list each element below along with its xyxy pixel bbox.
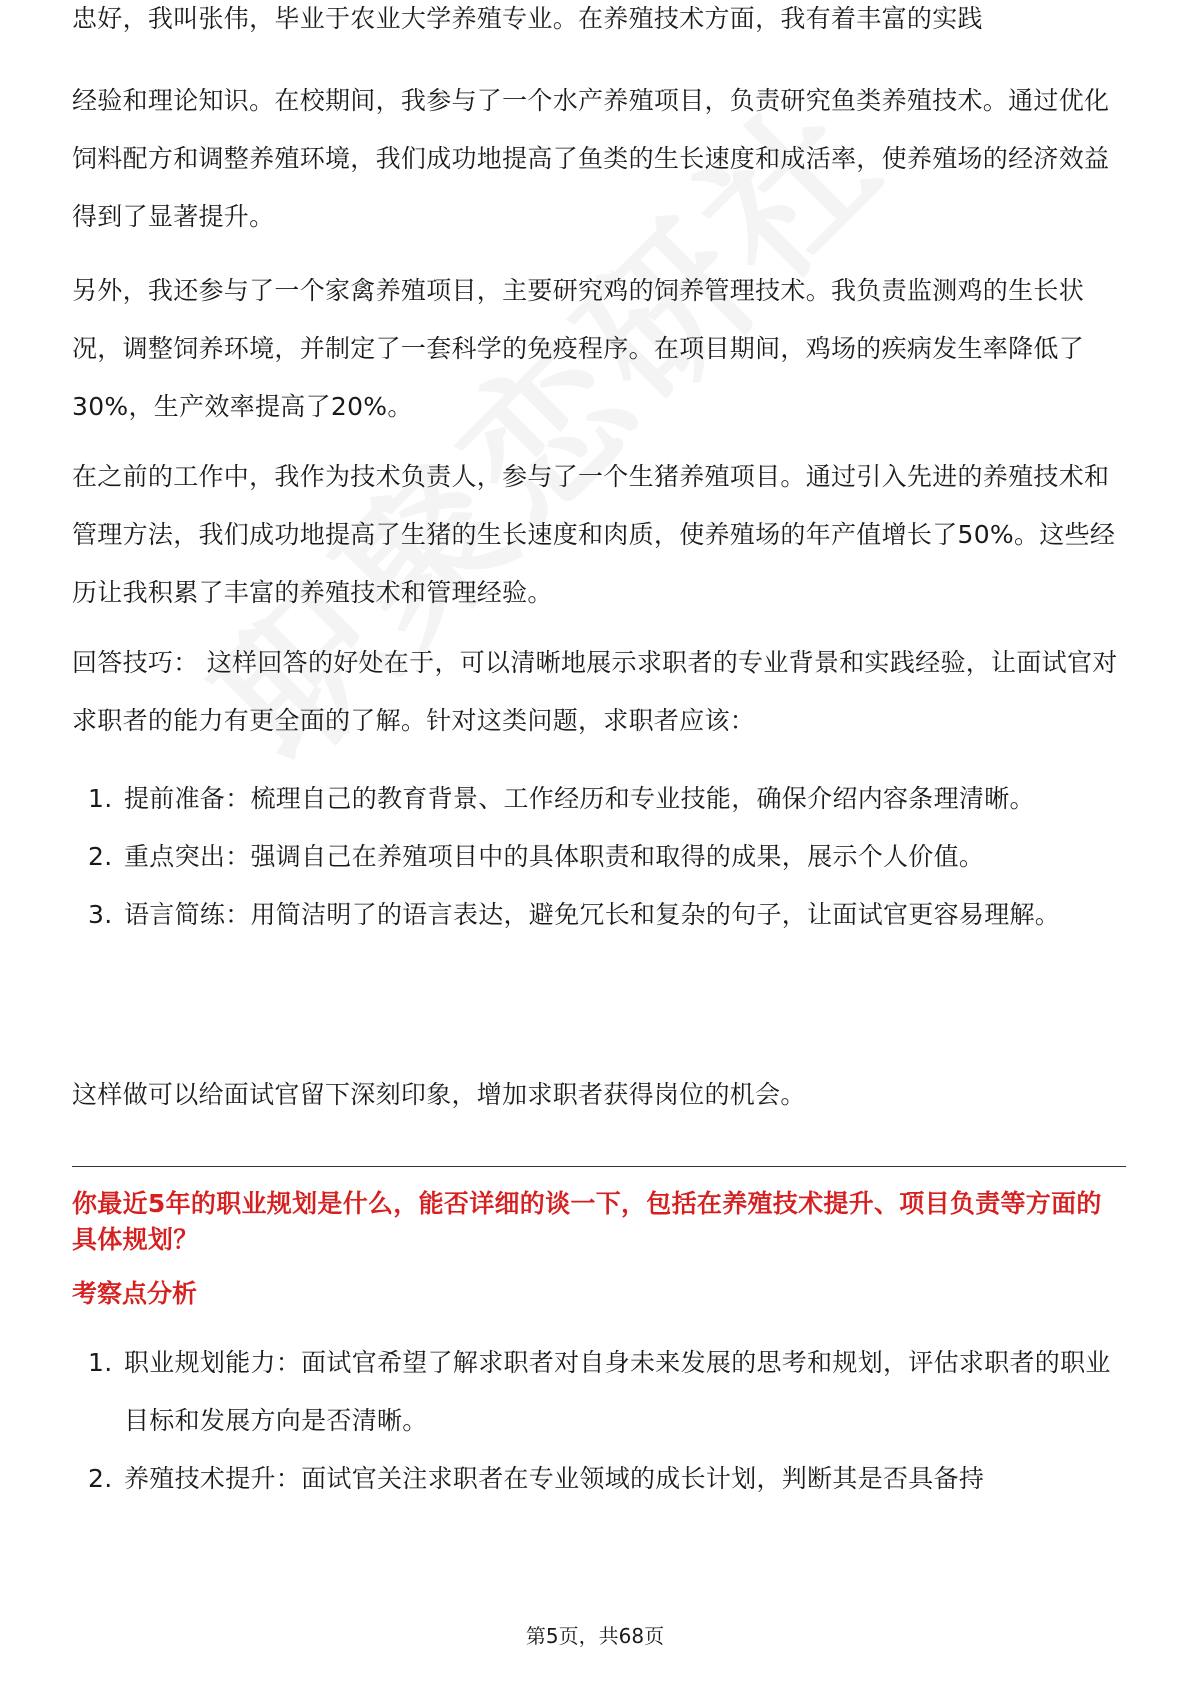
closing-paragraph: 这样做可以给面试官留下深刻印象，增加求职者获得岗位的机会。 [72, 1080, 806, 1109]
analysis-list-block [72, 1334, 1126, 1594]
paragraph-3-block [72, 448, 1126, 622]
page-number: 第5页，共68页 [525, 1624, 665, 1648]
interview-question: 你最近5年的职业规划是什么，能否详细的谈一下，包括在养殖技术提升、项目负责等方面的具体规划？ [72, 1189, 1102, 1254]
list-item: 1. 职业规划能力：面试官希望了解求职者对自身未来发展的思考和规划，评估求职者的职业目标和发展方向是否清晰。 [88, 1348, 1111, 1435]
analysis-heading-block [72, 1276, 1126, 1312]
analysis-heading: 考察点分析 [72, 1279, 198, 1308]
tips-list-block [72, 770, 1126, 944]
partial-text-line: 忠好，我叫张伟，毕业于农业大学养殖专业。在养殖技术方面，我有着丰富的实践 [72, 4, 983, 33]
list-item: 1. 提前准备：梳理自己的教育背景、工作经历和专业技能，确保介绍内容条理清晰。 [88, 784, 1035, 813]
paragraph-2: 另外，我还参与了一个家禽养殖项目，主要研究鸡的饲养管理技术。我负责监测鸡的生长状况，调整饲养环境，并制定了一套科学的免疫程序。在项目期间，鸡场的疾病发生率降低了30%，生产效率提高了20%。 [72, 276, 1085, 421]
closing-block [72, 1066, 1126, 1124]
question-block [72, 1186, 1126, 1258]
tips-list [72, 770, 1126, 944]
list-item: 2. 养殖技术提升：面试官关注求职者在专业领域的成长计划，判断其是否具备持 [88, 1464, 985, 1493]
paragraph-3: 在之前的工作中，我作为技术负责人，参与了一个生猪养殖项目。通过引入先进的养殖技术和管理方法，我们成功地提高了生猪的生长速度和肉质，使养殖场的年产值增长了50%。这些经历让我积累了丰富的养殖技术和管理经验。 [72, 462, 1116, 607]
answer-tips-intro-block [72, 634, 1126, 750]
section-divider [72, 1166, 1126, 1167]
paragraph-1: 经验和理论知识。在校期间，我参与了一个水产养殖项目，负责研究鱼类养殖技术。通过优化饲料配方和调整养殖环境，我们成功地提高了鱼类的生长速度和成活率，使养殖场的经济效益得到了显著提升。 [72, 86, 1110, 231]
paragraph-2-block [72, 262, 1126, 436]
analysis-list [72, 1334, 1126, 1508]
list-item: 2. 重点突出：强调自己在养殖项目中的具体职责和取得的成果，展示个人价值。 [88, 842, 985, 871]
paragraph-1-block [72, 72, 1126, 246]
answer-tips-intro: 回答技巧： 这样回答的好处在于，可以清晰地展示求职者的专业背景和实践经验，让面试官对求职者的能力有更全面的了解。针对这类问题，求职者应该： [72, 648, 1118, 735]
list-item: 3. 语言简练：用简洁明了的语言表达，避免冗长和复杂的句子，让面试官更容易理解。 [88, 900, 1061, 929]
